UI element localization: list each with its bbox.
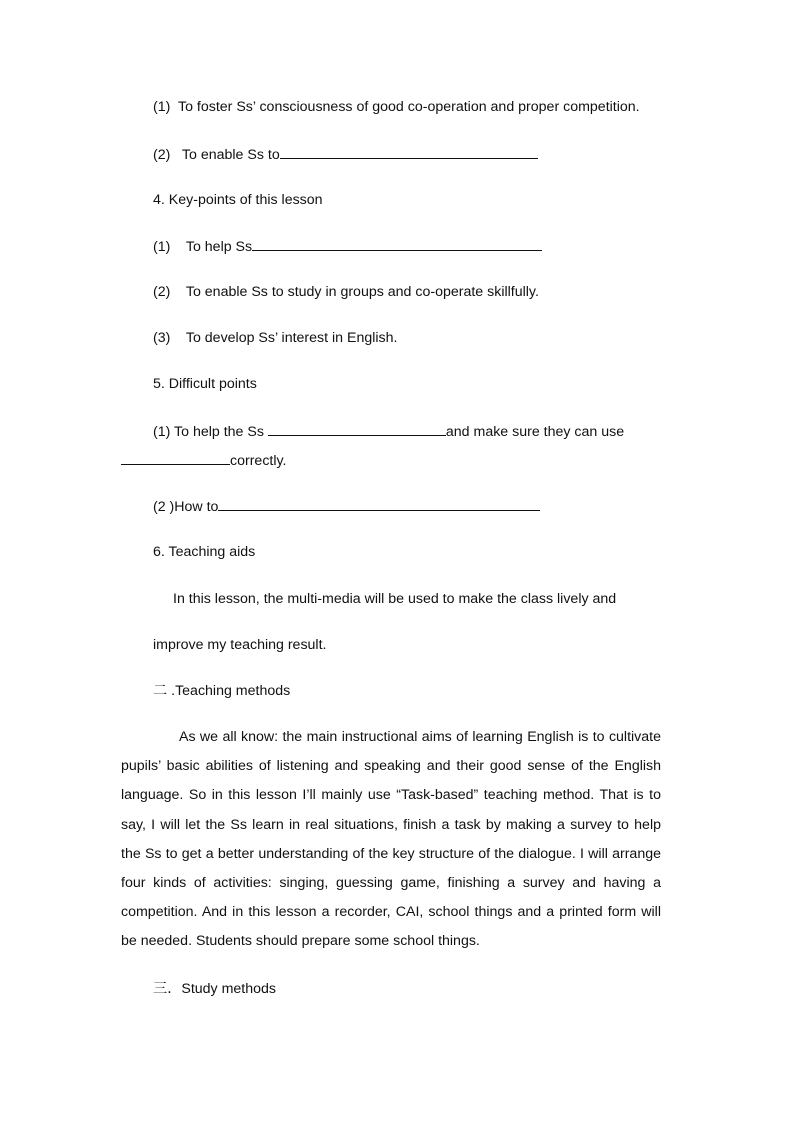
item-text: To foster Ss’ consciousness of good co-operation and proper competition. [177,99,640,115]
objective-item-2 [153,145,538,164]
teaching-aids-line-1: In this lesson, the multi-media will be used to make the class lively and [173,591,617,607]
item-text: To help Ss [185,239,253,255]
item-text: To enable Ss to [181,147,280,163]
item-number: (2) [153,284,171,300]
teaching-aids-line-2: improve my teaching result. [153,637,327,653]
fill-in-blank[interactable] [268,422,446,436]
item-number: (1) [153,99,171,115]
key-point-item-1 [153,237,542,256]
item-text: To enable Ss to study in groups and co-operate skillfully. [185,284,539,300]
fill-in-blank[interactable] [252,237,542,251]
paragraph-text: As we all know: the main instructional aims of learning English is to cultivate pupils’ basic abilities of listening and speaking and their good sense of the English language. So in this lesson I’ll mainly use “Task-based” teaching method. That is to say, I will let the Ss learn in real situations, finish a task by making a survey to help the Ss to get a better understanding of the key structure of the dialogue. I will arrange four kinds of activities: singing, guessing game, finishing a survey and having a competition. And in this lesson a recorder, CAI, school things and a printed form will be needed. Students should prepare some school things. [121,729,661,950]
item-text: (1) To help the Ss [153,424,264,440]
teaching-aids-heading: 6. Teaching aids [153,544,256,560]
fill-in-blank[interactable] [280,145,538,159]
difficult-points-heading: 5. Difficult points [153,376,257,392]
teaching-methods-paragraph [121,723,661,957]
key-point-item-2 [153,283,539,301]
item-text: To develop Ss’ interest in English. [185,330,398,346]
objective-item-1 [153,98,640,116]
difficult-point-item-2 [153,497,540,516]
difficult-point-item-1-line-2 [121,451,287,470]
item-text: correctly. [230,453,287,469]
item-number: (2) [153,147,171,163]
fill-in-blank[interactable] [218,497,540,511]
item-text: and make sure they can use [445,424,625,440]
item-number: (1) [153,239,171,255]
item-number: (3) [153,330,171,346]
key-point-item-3 [153,329,397,347]
teaching-methods-heading: 二 .Teaching methods [153,683,291,699]
key-points-heading: 4. Key-points of this lesson [153,192,323,208]
difficult-point-item-1-line-1 [153,422,624,441]
item-text: (2 )How to [153,499,219,515]
fill-in-blank[interactable] [121,451,230,465]
study-methods-heading: 三．Study methods [153,981,277,997]
